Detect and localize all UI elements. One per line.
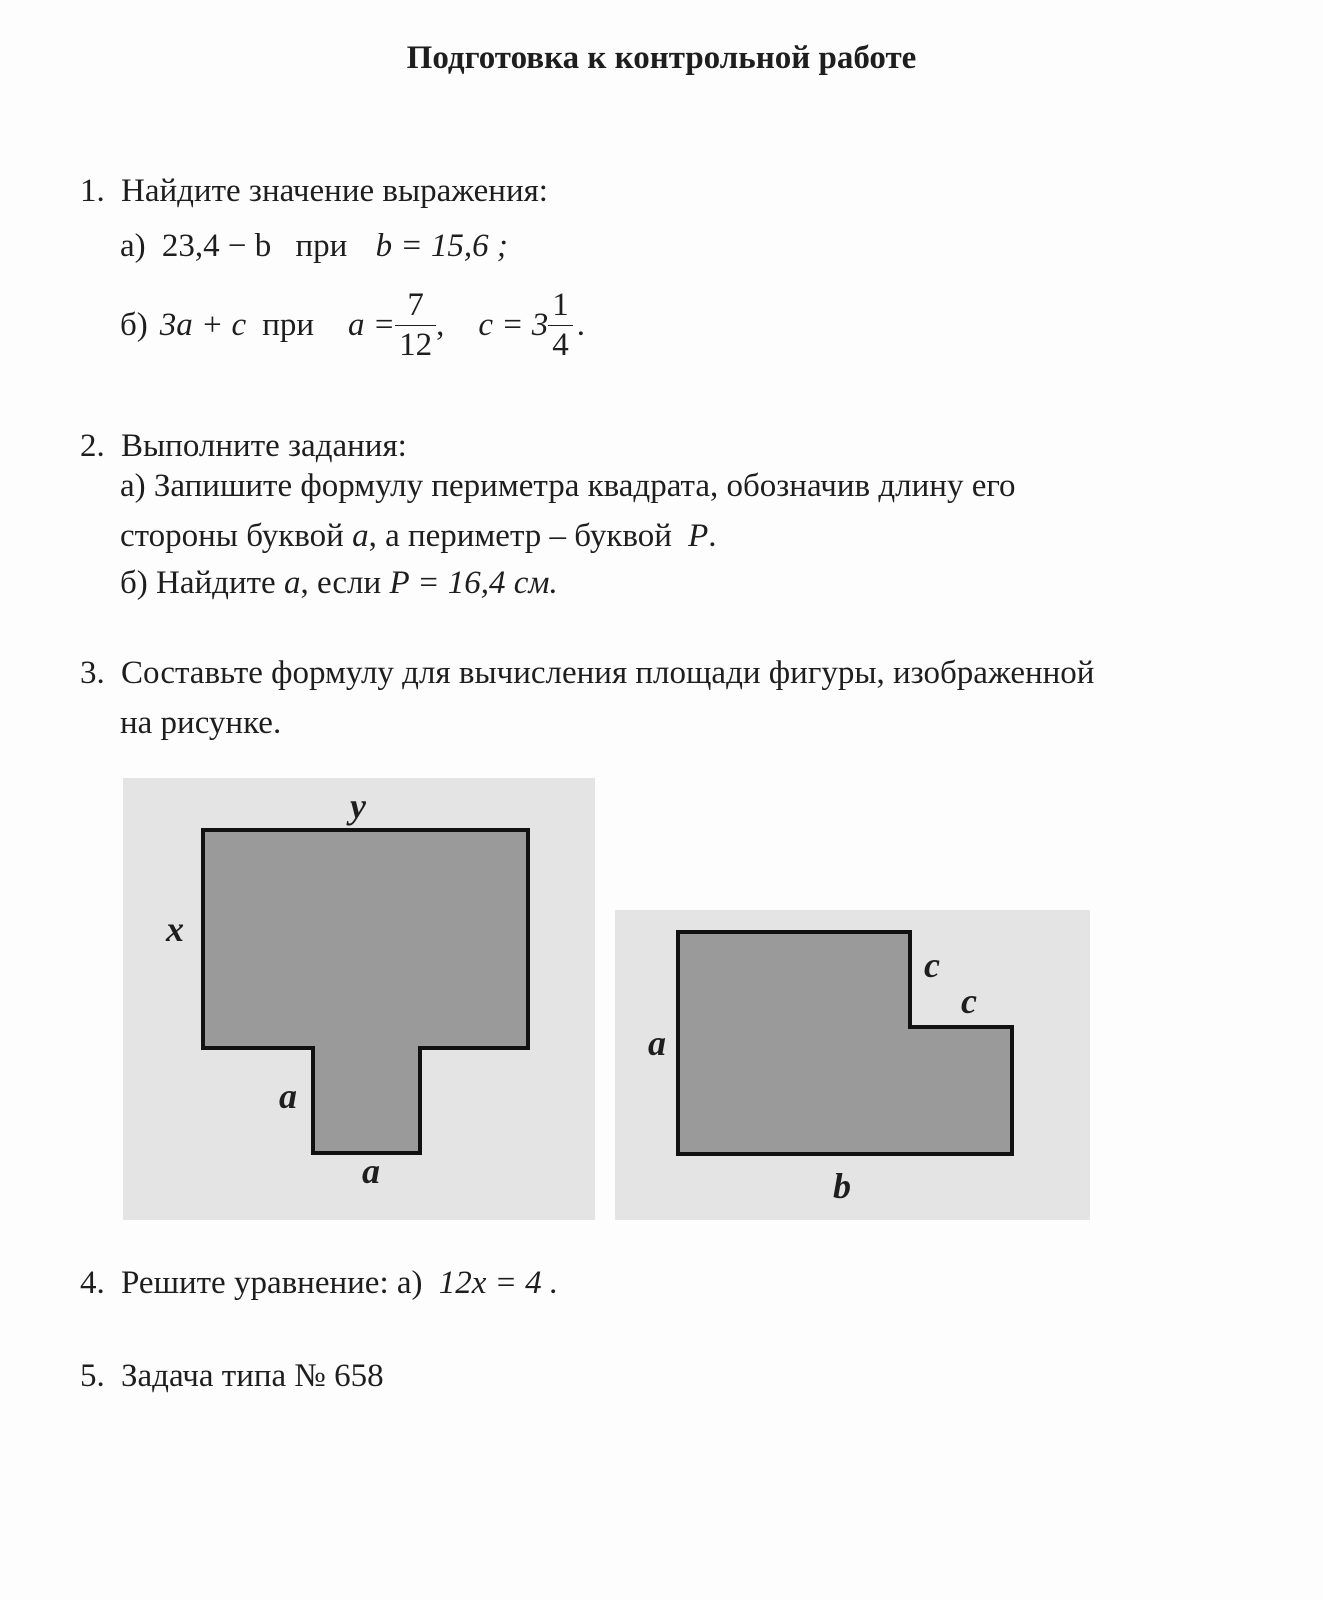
task-1b <box>120 280 585 370</box>
task-1b-expression: 3a + c <box>159 306 247 343</box>
task-1b-a-eq: a = <box>348 306 396 343</box>
task-2a-line-2 <box>120 518 717 555</box>
task-2-text: Выполните задания: <box>121 428 407 464</box>
task-2b <box>120 565 558 602</box>
label-y: y <box>350 786 366 826</box>
task-4-expression: 12x = 4 . <box>438 1265 559 1301</box>
label-c-vertical: c <box>924 945 940 985</box>
task-2b-condition: P = 16,4 см. <box>389 565 558 601</box>
task-5-number: 5. <box>80 1358 105 1394</box>
task-3-text: Составьте формулу для вычисления площади фигуры, изображенной <box>121 655 1095 691</box>
figure-t-shape <box>123 778 595 1220</box>
label-x: x <box>166 909 184 949</box>
task-1b-pri: при <box>262 306 315 343</box>
task-1a-pri: при <box>295 228 348 264</box>
task-1a-label: а) <box>120 228 146 264</box>
label-b: b <box>833 1166 851 1206</box>
task-4 <box>80 1265 558 1302</box>
label-a-side: a <box>279 1076 297 1116</box>
task-2a-var-a: a <box>352 518 369 554</box>
task-3-line-1 <box>80 655 1094 692</box>
label-a-bottom: a <box>362 1151 380 1191</box>
task-2a-line-2-mid: , а периметр – буквой <box>368 518 672 554</box>
task-2a-line-1: а) Запишите формулу периметра квадрата, обозначив длину его <box>120 468 1016 504</box>
task-1b-end: . <box>576 306 585 343</box>
fraction-1-4 <box>548 286 573 363</box>
task-5-text: Задача типа № 658 <box>121 1358 384 1394</box>
label-c-horizontal: c <box>961 981 977 1021</box>
fraction-1-4-numerator: 1 <box>548 289 573 326</box>
task-2-heading <box>80 428 407 465</box>
task-2a-line-2-pre: стороны буквой <box>120 518 344 554</box>
fraction-7-12-numerator: 7 <box>395 289 436 326</box>
task-2b-var-a: a <box>283 565 301 601</box>
task-1a-expression: 23,4 − b <box>161 228 272 264</box>
figure-l-shape <box>615 910 1090 1220</box>
task-2a-line-2-end: . <box>708 518 717 554</box>
fraction-1-4-denominator: 4 <box>552 326 569 363</box>
task-4-number: 4. <box>80 1265 105 1301</box>
task-1a-condition: b = 15,6 ; <box>375 228 508 264</box>
task-2a-var-p: P <box>688 518 709 554</box>
task-4-text: Решите уравнение: а) <box>121 1265 423 1301</box>
fraction-7-12-denominator: 12 <box>399 326 433 363</box>
task-2-number: 2. <box>80 428 105 464</box>
task-1-text: Найдите значение выражения: <box>121 173 548 209</box>
task-3-line-2: на рисунке. <box>120 705 282 741</box>
task-5 <box>80 1358 384 1395</box>
task-1a <box>120 228 508 265</box>
fraction-7-12 <box>395 286 436 363</box>
task-3-number: 3. <box>80 655 105 691</box>
label-a: a <box>648 1023 666 1063</box>
task-1-number: 1. <box>80 173 105 209</box>
task-1b-comma: , <box>436 306 445 343</box>
task-1b-label: б) <box>120 306 148 343</box>
page-title: Подготовка к контрольной работе <box>406 40 917 76</box>
task-1-heading <box>80 173 548 210</box>
task-1b-c-eq: c = 3 <box>478 306 549 343</box>
task-2b-mid: , если <box>300 565 382 601</box>
task-2b-pre: б) Найдите <box>120 565 276 601</box>
